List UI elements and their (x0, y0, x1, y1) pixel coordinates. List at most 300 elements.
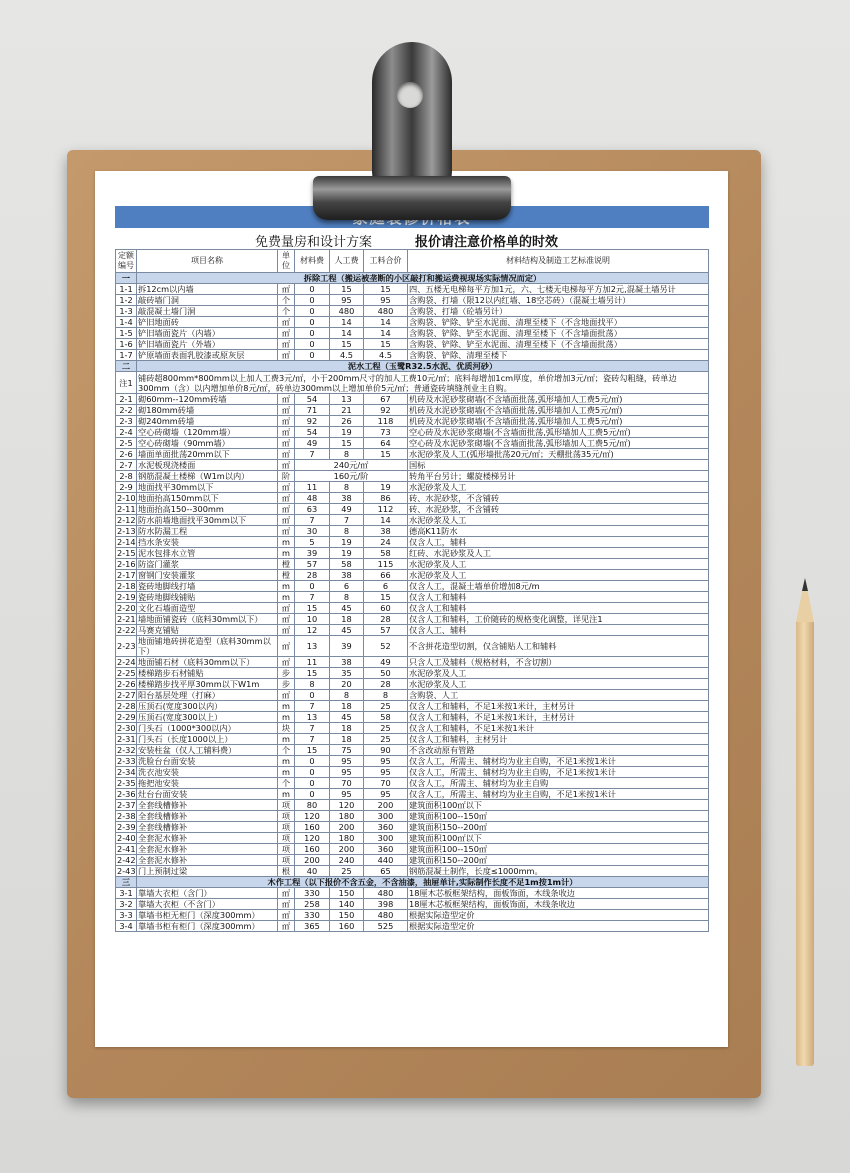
cell-unit: 项 (278, 800, 295, 811)
cell-material: 120 (295, 811, 330, 822)
cell-desc: 只含人工及辅料（规格材料，不含切割） (408, 657, 709, 668)
table-row (116, 570, 709, 581)
cell-desc: 仅含人工，所需主、辅材均为业主自购，不足1米按1米计 (408, 756, 709, 767)
cell-desc: 含购袋、人工 (408, 690, 709, 701)
header-unit: 单位 (278, 250, 295, 273)
cell-item: 楼梯踏步石材铺贴 (137, 668, 278, 679)
cell-code: 2-39 (117, 822, 136, 832)
header-total: 工料合价 (364, 250, 408, 273)
cell-material: 0 (295, 317, 330, 328)
cell-material: 7 (295, 449, 330, 460)
note-code: 注1 (116, 372, 137, 394)
cell-total: 6 (364, 581, 408, 592)
table-row (116, 581, 709, 592)
header-labor: 人工费 (330, 250, 364, 273)
cell-total: 15 (364, 449, 408, 460)
clip-hole (397, 82, 423, 108)
cell-material: 0 (295, 306, 330, 317)
cell-item: 砌180mm砖墙 (137, 405, 278, 416)
cell-item: 防水前墙地面找平30mm以下 (137, 515, 278, 526)
cell-item: 拖把池安装 (137, 778, 278, 789)
cell-material: 15 (295, 668, 330, 679)
cell-item: 门头石（1000*300以内） (137, 723, 278, 734)
table-row (116, 603, 709, 614)
cell-material: 160 (295, 822, 330, 833)
cell-code: 2-36 (117, 789, 136, 799)
cell-labor: 45 (330, 712, 364, 723)
cell-unit: ㎡ (278, 888, 295, 899)
cell-desc: 仅含人工和辅料，工价随砖的规格变化调整，详见注1 (408, 614, 709, 625)
cell-code: 3-3 (116, 910, 137, 921)
cell-unit: ㎡ (278, 493, 295, 504)
cell-code: 2-20 (117, 603, 136, 613)
cell-desc: 仅含人工，辅料 (408, 537, 709, 548)
table-row (116, 855, 709, 866)
cell-total: 67 (364, 394, 408, 405)
pencil-lead (802, 578, 808, 591)
cell-desc: 仅含人工，所需主、辅材均为业主自购 (408, 778, 709, 789)
table-row (116, 778, 709, 789)
cell-labor: 38 (330, 657, 364, 668)
cell-item: 铲旧墙面瓷片（内墙） (137, 328, 278, 339)
cell-code: 2-16 (117, 559, 136, 569)
cell-item: 门上预制过梁 (137, 866, 278, 877)
table-row (116, 284, 709, 295)
cell-material: 0 (295, 756, 330, 767)
cell-item: 空心砖砌墙（120mm墙） (137, 427, 278, 438)
cell-code: 2-27 (117, 690, 136, 700)
cell-code: 2-11 (117, 504, 136, 514)
cell-code: 2-8 (116, 471, 137, 482)
cell-labor: 140 (330, 899, 364, 910)
cell-item: 地面铺石材（底料30mm以下） (137, 657, 278, 668)
cell-item: 敲混凝土墙门洞 (137, 306, 278, 317)
cell-labor: 200 (330, 844, 364, 855)
cell-material: 15 (295, 745, 330, 756)
cell-desc: 不含拼花造型切割，仅含铺贴人工和辅料 (408, 636, 709, 657)
cell-unit: ㎡ (278, 614, 295, 625)
cell-desc: 含购袋、铲除、清理至楼下 (408, 350, 709, 361)
cell-desc: 水泥砂浆及人工 (408, 559, 709, 570)
cell-desc: 仅含人工，所需主、辅材均为业主自购，不足1米按1米计 (408, 789, 709, 800)
cell-labor: 7 (330, 515, 364, 526)
cell-desc: 建筑面积100--150㎡ (408, 811, 709, 822)
cell-desc: 仅含人工和辅料，不足1米按1米计 (408, 723, 709, 734)
cell-total: 360 (364, 844, 408, 855)
cell-unit: 阶 (278, 471, 295, 482)
cell-item: 防水防漏工程 (137, 526, 278, 537)
cell-labor: 120 (330, 800, 364, 811)
cell-item: 防盗门灌浆 (137, 559, 278, 570)
cell-material: 54 (295, 427, 330, 438)
cell-total: 28 (364, 614, 408, 625)
table-row (116, 317, 709, 328)
cell-item: 窗钢门安装灌浆 (137, 570, 278, 581)
cell-code: 2-29 (117, 712, 136, 722)
cell-material: 160 (295, 844, 330, 855)
cell-item: 砌240mm砖墙 (137, 416, 278, 427)
cell-code: 2-7 (116, 460, 137, 471)
cell-total: 15 (364, 284, 408, 295)
cell-unit: m (278, 767, 295, 778)
cell-total: 90 (364, 745, 408, 756)
price-sheet (95, 171, 728, 1047)
cell-code: 1-3 (116, 306, 137, 317)
cell-code: 2-43 (117, 866, 136, 876)
cell-desc: 机砖及水泥砂浆砌墙(不含墙面批荡,弧形墙加人工费5元/㎡) (408, 405, 709, 416)
cell-code: 3-1 (116, 888, 137, 899)
cell-material: 7 (295, 592, 330, 603)
cell-total: 86 (364, 493, 408, 504)
table-row (116, 767, 709, 778)
cell-material: 0 (295, 581, 330, 592)
cell-desc: 建筑面积100㎡以下 (408, 800, 709, 811)
cell-item: 地面铺地砖拼花造型（底料30mm以下） (137, 636, 278, 657)
cell-item: 挡水条安装 (137, 537, 278, 548)
cell-total: 15 (364, 592, 408, 603)
cell-material: 0 (295, 767, 330, 778)
cell-total: 25 (364, 734, 408, 745)
cell-material: 0 (295, 284, 330, 295)
cell-item: 敲砖墙门洞 (137, 295, 278, 306)
table-row (116, 756, 709, 767)
cell-material: 0 (295, 328, 330, 339)
cell-labor: 45 (330, 625, 364, 636)
cell-unit: 步 (278, 668, 295, 679)
cell-code: 2-32 (117, 745, 136, 755)
cell-item: 钢筋混凝土楼梯（W1m以内） (137, 471, 278, 482)
cell-unit: ㎡ (278, 438, 295, 449)
cell-item: 全套泥水修补 (137, 833, 278, 844)
cell-unit: m (278, 537, 295, 548)
cell-total: 360 (364, 822, 408, 833)
table-row (116, 888, 709, 899)
cell-desc: 含购袋、铲除、铲至水泥面、清理至楼下（不含墙面批荡） (408, 328, 709, 339)
cell-desc: 空心砖及水泥砂浆砌墙(不含墙面批荡,弧形墙加人工费5元/㎡) (408, 438, 709, 449)
table-row (116, 306, 709, 317)
cell-desc: 红砖、水泥砂浆及人工 (408, 548, 709, 559)
cell-material: 330 (295, 910, 330, 921)
table-row (116, 657, 709, 668)
table-row (116, 482, 709, 493)
table-row (116, 504, 709, 515)
cell-total: 95 (364, 767, 408, 778)
cell-total: 525 (364, 921, 408, 932)
cell-total: 118 (364, 416, 408, 427)
cell-material: 0 (295, 350, 330, 361)
cell-unit: 项 (278, 822, 295, 833)
table-row (116, 614, 709, 625)
section-row (116, 273, 709, 284)
cell-unit: 项 (278, 811, 295, 822)
cell-item: 洗衣池安装 (137, 767, 278, 778)
cell-material: 71 (295, 405, 330, 416)
cell-material: 7 (295, 734, 330, 745)
table-row (116, 712, 709, 723)
table-row (116, 416, 709, 427)
cell-item: 地面找平30mm以下 (137, 482, 278, 493)
cell-unit: m (278, 592, 295, 603)
cell-desc: 不含改动原有管路 (408, 745, 709, 756)
cell-material: 0 (295, 789, 330, 800)
cell-merged-price: 240元/㎡ (295, 460, 408, 471)
cell-labor: 38 (330, 570, 364, 581)
cell-material: 7 (295, 723, 330, 734)
cell-desc: 根据实际造型定价 (408, 910, 709, 921)
cell-material: 57 (295, 559, 330, 570)
cell-desc: 仅含人工和辅料，不足1米按1米计，主材另计 (408, 701, 709, 712)
cell-labor: 180 (330, 811, 364, 822)
cell-unit: ㎡ (278, 636, 295, 657)
cell-desc: 仅含人工，混凝土墙单价增加8元/m (408, 581, 709, 592)
cell-material: 7 (295, 515, 330, 526)
table-row (116, 471, 709, 482)
cell-desc: 18厘木芯板框架结构，面板饰面，木线条收边 (408, 899, 709, 910)
note-text: 铺砖超800mm*800mm以上加人工费3元/㎡，小于200mm尺寸的加人工费10元/㎡；底料每增加1cm厚度，单价增加3元/㎡；瓷砖勾粗缝，砖单边300mm（含）以内增加单价8元/㎡，砖单边300mm以上增加单价5元/㎡；普通瓷砖填缝剂业主自购。 (137, 372, 709, 394)
table-row (116, 592, 709, 603)
cell-code: 2-26 (117, 679, 136, 689)
cell-code: 2-12 (117, 515, 136, 525)
cell-unit: ㎡ (278, 416, 295, 427)
cell-total: 15 (364, 339, 408, 350)
cell-code: 2-38 (117, 811, 136, 821)
cell-code: 2-17 (117, 570, 136, 580)
cell-labor: 240 (330, 855, 364, 866)
cell-desc: 含购袋、铲除、铲至水泥面、清理至楼下（不含墙面批荡） (408, 339, 709, 350)
cell-material: 15 (295, 603, 330, 614)
cell-desc: 建筑面积150--200㎡ (408, 822, 709, 833)
cell-code: 1-6 (116, 339, 137, 350)
cell-unit: 块 (278, 723, 295, 734)
cell-desc: 空心砖及水泥砂浆砌墙(不含墙面批荡,弧形墙加人工费5元/㎡) (408, 427, 709, 438)
cell-code: 2-28 (117, 701, 136, 711)
cell-item: 全套泥水修补 (137, 844, 278, 855)
cell-unit: ㎡ (278, 328, 295, 339)
cell-code: 2-25 (117, 668, 136, 678)
section-title: 木作工程（以下报价不含五金，不含油漆，抽屉单计,实际制作长度不足1m按1m计） (137, 877, 709, 888)
table-row (116, 723, 709, 734)
cell-item: 洗脸台台面安装 (137, 756, 278, 767)
cell-unit: ㎡ (278, 625, 295, 636)
table-row (116, 449, 709, 460)
table-row (116, 394, 709, 405)
cell-item: 地面抬高150mm以下 (137, 493, 278, 504)
cell-code: 2-30 (117, 723, 136, 733)
cell-total: 480 (364, 910, 408, 921)
cell-total: 112 (364, 504, 408, 515)
cell-labor: 4.5 (330, 350, 364, 361)
cell-material: 8 (295, 679, 330, 690)
cell-total: 28 (364, 679, 408, 690)
cell-material: 30 (295, 526, 330, 537)
cell-total: 25 (364, 701, 408, 712)
cell-labor: 95 (330, 756, 364, 767)
cell-desc: 钢筋混凝土制作，长度≤1000mm。 (408, 866, 709, 877)
table-row (116, 866, 709, 877)
cell-item: 门头石（长度1000以上） (137, 734, 278, 745)
cell-unit: ㎡ (278, 339, 295, 350)
cell-labor: 18 (330, 723, 364, 734)
price-table (115, 249, 709, 932)
cell-desc: 水泥砂浆及人工 (408, 668, 709, 679)
cell-unit: ㎡ (278, 427, 295, 438)
cell-desc: 砖、水泥砂浆，不含铺砖 (408, 493, 709, 504)
cell-total: 8 (364, 690, 408, 701)
cell-labor: 45 (330, 603, 364, 614)
cell-desc: 仅含人工和辅料 (408, 603, 709, 614)
cell-material: 13 (295, 712, 330, 723)
cell-labor: 200 (330, 822, 364, 833)
table-row (116, 537, 709, 548)
cell-item: 靠墙大衣柜（含门） (137, 888, 278, 899)
cell-code: 2-9 (116, 482, 137, 493)
cell-unit: 根 (278, 866, 295, 877)
cell-labor: 95 (330, 767, 364, 778)
cell-unit: ㎡ (278, 405, 295, 416)
cell-desc: 四、五楼无电梯每平方加1元，六、七楼无电梯每平方加2元,混凝土墙另计 (408, 284, 709, 295)
table-row (116, 350, 709, 361)
cell-desc: 德高K11防水 (408, 526, 709, 537)
cell-code: 2-42 (117, 855, 136, 865)
cell-labor: 160 (330, 921, 364, 932)
cell-unit: m (278, 712, 295, 723)
cell-labor: 49 (330, 504, 364, 515)
cell-item: 马赛克铺贴 (137, 625, 278, 636)
cell-unit: m (278, 789, 295, 800)
table-row (116, 548, 709, 559)
cell-code: 2-3 (116, 416, 137, 427)
cell-desc: 仅含人工，所需主、辅材均为业主自购，不足1米按1米计 (408, 767, 709, 778)
cell-item: 压顶石(宽度300以上） (137, 712, 278, 723)
cell-desc: 含购袋、打墙（限12以内红墙、18空芯砖）（混凝土墙另计） (408, 295, 709, 306)
cell-item: 拆12cm以内墙 (137, 284, 278, 295)
cell-total: 480 (364, 888, 408, 899)
table-body (116, 273, 709, 932)
table-row (116, 559, 709, 570)
cell-desc: 18厘木芯板框架结构，面板饰面，木线条收边 (408, 888, 709, 899)
cell-code: 2-13 (117, 526, 136, 536)
cell-unit: 个 (278, 778, 295, 789)
cell-total: 57 (364, 625, 408, 636)
cell-item: 靠墙书柜有柜门（深度300mm） (137, 921, 278, 932)
cell-labor: 19 (330, 427, 364, 438)
table-row (116, 701, 709, 712)
cell-labor: 8 (330, 526, 364, 537)
cell-code: 2-5 (116, 438, 137, 449)
cell-unit: ㎡ (278, 394, 295, 405)
table-row (116, 800, 709, 811)
cell-item: 铲旧墙面瓷片（外墙） (137, 339, 278, 350)
cell-total: 49 (364, 657, 408, 668)
cell-total: 73 (364, 427, 408, 438)
cell-total: 200 (364, 800, 408, 811)
cell-total: 60 (364, 603, 408, 614)
cell-desc: 国标 (408, 460, 709, 471)
cell-labor: 14 (330, 328, 364, 339)
cell-item: 靠墙书柜无柜门（深度300mm） (137, 910, 278, 921)
cell-item: 阳台基层处理（打麻） (137, 690, 278, 701)
cell-labor: 14 (330, 317, 364, 328)
cell-material: 365 (295, 921, 330, 932)
cell-item: 地面抬高150--300mm (137, 504, 278, 515)
cell-desc: 含购袋、打墙（砼墙另计） (408, 306, 709, 317)
table-row (116, 493, 709, 504)
cell-unit: 个 (278, 295, 295, 306)
table-row (116, 734, 709, 745)
cell-unit: ㎡ (278, 899, 295, 910)
cell-labor: 150 (330, 888, 364, 899)
cell-unit: ㎡ (278, 515, 295, 526)
cell-labor: 15 (330, 284, 364, 295)
cell-unit: 步 (278, 679, 295, 690)
cell-labor: 70 (330, 778, 364, 789)
cell-code: 2-21 (117, 614, 136, 624)
cell-labor: 18 (330, 701, 364, 712)
cell-material: 40 (295, 866, 330, 877)
header-item: 项目名称 (137, 250, 278, 273)
cell-desc: 转角平台另计；螺旋楼梯另计 (408, 471, 709, 482)
cell-labor: 35 (330, 668, 364, 679)
cell-code: 2-14 (117, 537, 136, 547)
table-row (116, 899, 709, 910)
cell-total: 95 (364, 295, 408, 306)
cell-unit: ㎡ (278, 690, 295, 701)
cell-total: 14 (364, 328, 408, 339)
cell-total: 66 (364, 570, 408, 581)
cell-total: 50 (364, 668, 408, 679)
cell-desc: 仅含人工、辅料 (408, 625, 709, 636)
section-title: 泥水工程（玉鹭R32.5水泥、优质河砂） (137, 361, 709, 372)
cell-desc: 含购袋、铲除、铲至水泥面、清理至楼下（不含地面找平） (408, 317, 709, 328)
table-row (116, 515, 709, 526)
cell-unit: ㎡ (278, 482, 295, 493)
cell-desc: 建筑面积100㎡以下 (408, 833, 709, 844)
cell-code: 3-2 (116, 899, 137, 910)
cell-labor: 58 (330, 559, 364, 570)
cell-item: 砌60mm--120mm砖墙 (137, 394, 278, 405)
cell-code: 2-41 (117, 844, 136, 854)
table-row (116, 339, 709, 350)
cell-desc: 水泥砂浆及人工 (408, 679, 709, 690)
cell-unit: m (278, 701, 295, 712)
cell-unit: ㎡ (278, 284, 295, 295)
table-row (116, 328, 709, 339)
cell-material: 258 (295, 899, 330, 910)
cell-total: 14 (364, 515, 408, 526)
cell-code: 2-6 (116, 449, 137, 460)
table-row (116, 910, 709, 921)
table-row (116, 921, 709, 932)
cell-unit: ㎡ (278, 449, 295, 460)
cell-code: 2-37 (117, 800, 136, 810)
table-row (116, 438, 709, 449)
cell-code: 2-31 (117, 734, 136, 744)
cell-unit: 樘 (278, 559, 295, 570)
cell-merged-price: 160元/阶 (295, 471, 408, 482)
cell-total: 95 (364, 789, 408, 800)
cell-labor: 18 (330, 614, 364, 625)
cell-item: 水泥板现浇楼面 (137, 460, 278, 471)
cell-item: 全套泥水修补 (137, 855, 278, 866)
cell-material: 63 (295, 504, 330, 515)
cell-material: 7 (295, 701, 330, 712)
cell-unit: ㎡ (278, 350, 295, 361)
cell-code: 1-7 (116, 350, 137, 361)
cell-labor: 39 (330, 636, 364, 657)
cell-item: 泥水包排水立管 (137, 548, 278, 559)
cell-desc: 仅含人工和辅料，不足1米按1米计，主材另计 (408, 712, 709, 723)
cell-material: 0 (295, 339, 330, 350)
